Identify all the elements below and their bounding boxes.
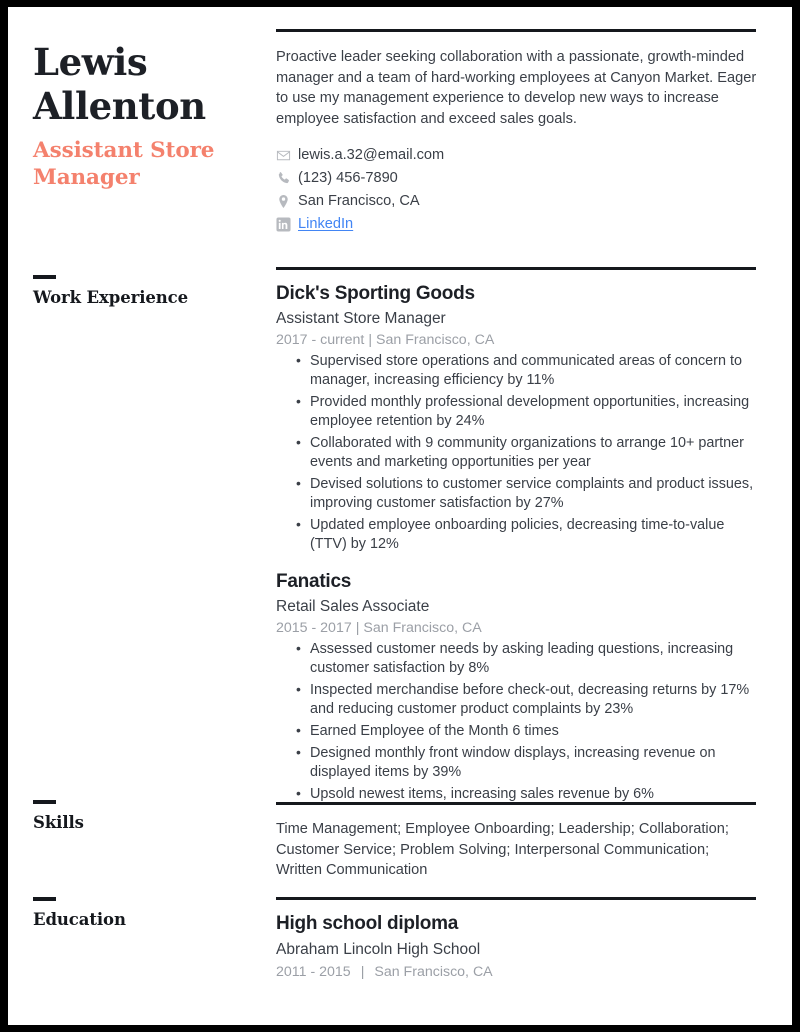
- list-item: • Earned Employee of the Month 6 times: [310, 722, 758, 741]
- experience-bullets: [276, 640, 758, 804]
- resume-main: [276, 7, 792, 1025]
- list-item: • Devised solutions to customer service complaints and product issues, improving customer satisfaction by 27%: [310, 475, 758, 513]
- experience-location: San Francisco, CA: [376, 332, 495, 348]
- list-item: • Upsold newest items, increasing sales revenue by 6%: [310, 785, 758, 804]
- divider-skills: [276, 802, 756, 805]
- sidebar-heading-work-experience: Work Experience: [33, 288, 189, 307]
- education-block: [276, 897, 758, 980]
- contact-list: [276, 144, 758, 236]
- education-meta: [276, 964, 758, 980]
- list-item: • Provided monthly professional development opportunities, increasing employee retention by 24%: [310, 393, 758, 431]
- sidebar-heading-skills: Skills: [33, 813, 84, 832]
- education-dates: 2011 - 2015: [276, 964, 351, 980]
- contact-link-linkedin[interactable]: LinkedIn: [298, 216, 354, 233]
- divider-education: [276, 897, 756, 900]
- resume-sidebar: [8, 7, 276, 1025]
- work-experience-block: [276, 267, 758, 807]
- page-title: Assistant Store Manager: [33, 138, 215, 190]
- divider-header: [276, 29, 756, 32]
- skills-text: Time Management; Employee Onboarding; Leadership; Collaboration; Customer Service; Problem Solving; Interpersonal Communication; Written Communication: [276, 821, 729, 879]
- sidebar-section-education: [33, 897, 273, 929]
- experience-dates: 2017 - current: [276, 332, 365, 348]
- list-item: • Updated employee onboarding policies, decreasing time-to-value (TTV) by 12%: [310, 516, 758, 554]
- section-dash-icon: [33, 800, 56, 804]
- experience-dates: 2015 - 2017: [276, 620, 352, 637]
- section-dash-icon: [33, 275, 56, 279]
- meta-separator: |: [355, 620, 360, 637]
- contact-item-location: [276, 190, 758, 213]
- experience-bullets: [276, 352, 758, 554]
- skills-block: [276, 802, 758, 881]
- contact-item-linkedin[interactable]: [276, 213, 758, 236]
- summary-text: Proactive leader seeking collaboration with a passionate, growth-minded manager and a team of hard-working employees at Canyon Market. Eager to use my management experience to develop new ways to increase employee satisfaction and exceed sales goals.: [276, 49, 757, 128]
- last-name: Allenton: [33, 83, 206, 128]
- meta-separator: |: [368, 332, 373, 348]
- list-item: • Supervised store operations and communicated areas of concern to manager, increasing efficiency by 11%: [310, 352, 758, 390]
- list-item: • Inspected merchandise before check-out, decreasing returns by 17% and reducing customer product complaints by 23%: [310, 681, 758, 719]
- contact-item-email: [276, 144, 758, 167]
- name-block: [33, 41, 258, 191]
- divider-work-experience: [276, 267, 756, 270]
- envelope-icon: [276, 148, 291, 163]
- experience-meta: [276, 332, 758, 348]
- list-item: • Designed monthly front window displays, increasing revenue on displayed items by 39%: [310, 744, 758, 782]
- phone-icon: [276, 171, 291, 186]
- first-name: Lewis: [33, 40, 148, 84]
- linkedin-icon: [276, 217, 291, 232]
- meta-separator: |: [360, 964, 365, 980]
- education-degree: High school diploma: [276, 913, 459, 934]
- experience-company: Dick's Sporting Goods: [276, 283, 475, 304]
- sidebar-section-work-experience: [33, 275, 273, 307]
- experience-entry: [276, 571, 758, 804]
- experience-company: Fanatics: [276, 571, 352, 593]
- experience-location: San Francisco, CA: [363, 620, 482, 637]
- experience-role: Assistant Store Manager: [276, 310, 446, 327]
- contact-item-phone: [276, 167, 758, 190]
- header-block: [276, 29, 758, 236]
- sidebar-section-skills: [33, 800, 273, 832]
- education-school: Abraham Lincoln High School: [276, 941, 481, 958]
- list-item: • Assessed customer needs by asking leading questions, increasing customer satisfaction by 8%: [310, 640, 758, 678]
- location-pin-icon: [276, 194, 291, 209]
- contact-value-email: lewis.a.32@email.com: [298, 147, 445, 164]
- contact-value-location: San Francisco, CA: [298, 193, 420, 210]
- contact-value-phone: (123) 456-7890: [298, 170, 398, 187]
- resume-page: [8, 7, 792, 1025]
- education-location: San Francisco, CA: [374, 964, 493, 980]
- sidebar-heading-education: Education: [33, 910, 126, 929]
- section-dash-icon: [33, 897, 56, 901]
- experience-role: Retail Sales Associate: [276, 598, 430, 616]
- list-item: • Collaborated with 9 community organizations to arrange 10+ partner events and marketing opportunities per year: [310, 434, 758, 472]
- experience-meta: [276, 620, 758, 636]
- experience-entry: [276, 283, 758, 554]
